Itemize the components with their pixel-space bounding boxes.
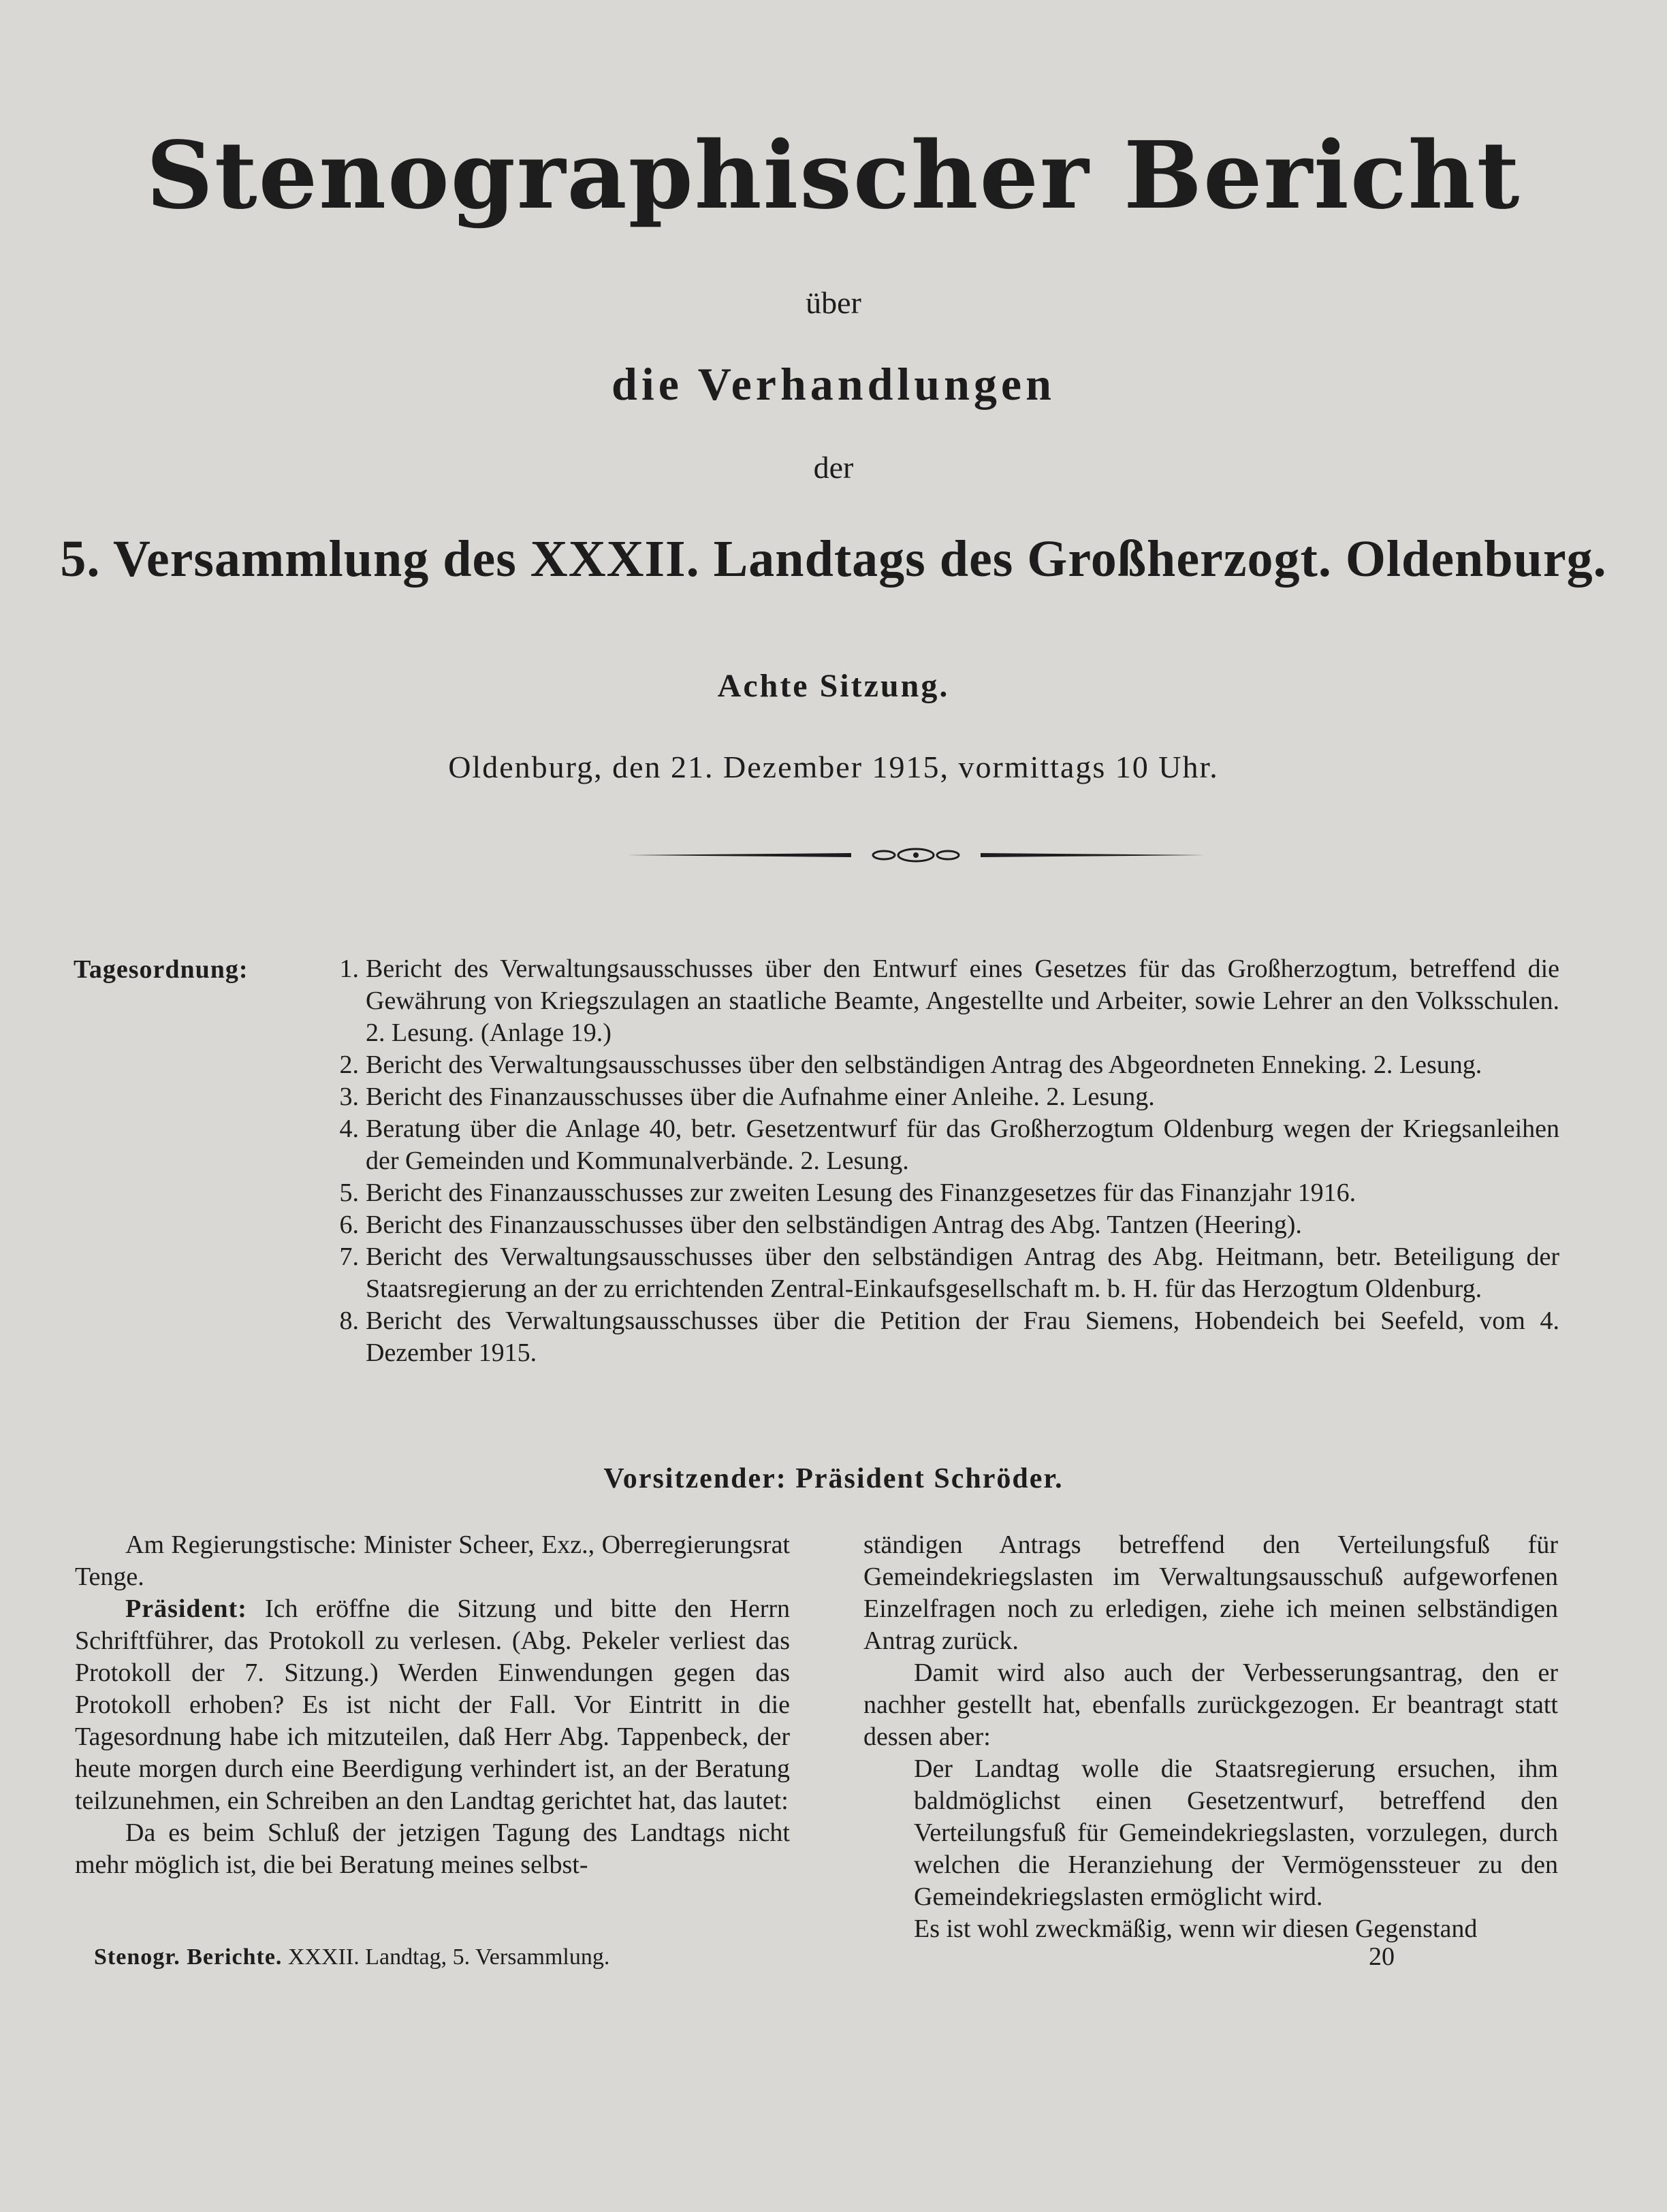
agenda-label: Tagesordnung: — [74, 955, 249, 984]
page-number: 20 — [1369, 1942, 1395, 1971]
left-column — [75, 1529, 790, 1881]
agenda-item — [310, 1241, 1559, 1305]
agenda-item — [310, 1177, 1559, 1209]
agenda-list — [310, 953, 1559, 1369]
document-title: Stenographischer Bericht — [146, 121, 1521, 230]
speech-text: Ich eröffne die Sitzung und bitte den Herrn Schriftführer, das Protokoll zu verlesen. (Abg. Pekeler verliest das Protokoll der 7. Sitzung.) Werden Einwendungen gegen das Protokoll erhoben? Es ist nicht der Fall. Vor Eintritt in die Tagesordnung habe ich mitzuteilen, daß Herr Abg. Tappenbeck, der heute morgen durch eine Beerdigung verhindert ist, an der Beratung teilzunehmen, ein Schreiben an den Landtag gerichtet hat, das lautet: — [75, 1594, 790, 1815]
assembly-heading: 5. Versammlung des XXXII. Landtags des Großherzogt. Oldenburg. — [60, 530, 1607, 588]
agenda-item — [310, 1305, 1559, 1369]
chair-heading: Vorsitzender: Präsident Schröder. — [603, 1463, 1064, 1494]
agenda-item-number: 8. — [339, 1307, 359, 1335]
closing-paragraph: Es ist wohl zweckmäßig, wenn wir diesen Gegenstand — [914, 1914, 1478, 1943]
agenda-item — [310, 1113, 1559, 1177]
agenda-item — [310, 1081, 1559, 1113]
agenda-item-text: Beratung über die Anlage 40, betr. Gesetzentwurf für das Großherzogtum Oldenburg wegen der Kriegsanleihen der Gemeinden und Kommunalverbände. 2. Lesung. — [366, 1115, 1559, 1175]
subtitle-verhandlungen: die Verhandlungen — [612, 358, 1055, 410]
agenda-item-text: Bericht des Verwaltungsausschusses über den selbständigen Antrag des Abgeordneten Enneking. 2. Lesung. — [366, 1051, 1482, 1079]
footer-source — [94, 1944, 609, 1970]
motion-paragraph: Damit wird also auch der Verbesserungsantrag, den er nachher gestellt hat, ebenfalls zurückgezogen. Er beantragt statt dessen aber: — [863, 1658, 1558, 1751]
agenda-item — [310, 1049, 1559, 1081]
agenda-item — [310, 1209, 1559, 1241]
footer-source-rest: XXXII. Landtag, 5. Versammlung. — [282, 1944, 610, 1970]
government-bench-paragraph: Am Regierungstische: Minister Scheer, Exz., Oberregierungsrat Tenge. — [75, 1530, 790, 1591]
letter-paragraph: Da es beim Schluß der jetzigen Tagung des Landtags nicht mehr möglich ist, die bei Beratung meines selbst- — [75, 1818, 790, 1879]
agenda-item-number: 7. — [339, 1243, 359, 1271]
agenda-item-number: 5. — [339, 1179, 359, 1207]
agenda-item-text: Bericht des Verwaltungsausschusses über die Petition der Frau Siemens, Hobendeich bei Seefeld, vom 4. Dezember 1915. — [366, 1307, 1559, 1367]
subtitle-der: der — [813, 450, 854, 485]
agenda-item-text: Bericht des Verwaltungsausschusses über den selbständigen Antrag des Abg. Heitmann, betr. Beteiligung der Staatsregierung an der zu errichtenden Zentral-Einkaufsgesellschaft m. b. H. für das Herzogtum Oldenburg. — [366, 1243, 1559, 1303]
decorative-rule — [626, 846, 1205, 865]
agenda-item-text: Bericht des Finanzausschusses über die Aufnahme einer Anleihe. 2. Lesung. — [366, 1083, 1155, 1111]
agenda-item-text: Bericht des Verwaltungsausschusses über den Entwurf eines Gesetzes für das Großherzogtum, betreffend die Gewährung von Kriegszulagen an staatliche Beamte, Angestellte und Arbeiter, sowie Lehrer an den Volksschulen. 2. Lesung. (Anlage 19.) — [366, 955, 1559, 1047]
agenda-item-number: 2. — [339, 1051, 359, 1079]
agenda-item — [310, 953, 1559, 1049]
agenda-item-number: 1. — [339, 955, 359, 983]
right-column — [863, 1529, 1558, 1945]
subtitle-ueber: über — [806, 285, 861, 320]
agenda-item-text: Bericht des Finanzausschusses über den selbständigen Antrag des Abg. Tantzen (Heering). — [366, 1211, 1302, 1239]
motion-quote: Der Landtag wolle die Staatsregierung ersuchen, ihm baldmöglichst einen Gesetzentwurf, betreffend den Verteilungsfuß für Gemeindekriegslasten, vorzulegen, durch welchen die Heranziehung der Vermögenssteuer zu den Gemeindekriegslasten ermöglicht wird. — [914, 1754, 1558, 1911]
letter-continuation: ständigen Antrags betreffend den Verteilungsfuß für Gemeindekriegslasten im Verwaltungsausschuß aufgeworfenen Einzelfragen noch zu erledigen, ziehe ich meinen selbständigen Antrag zurück. — [863, 1530, 1558, 1655]
footer-source-bold: Stenogr. Berichte. — [94, 1944, 283, 1970]
agenda-item-number: 6. — [339, 1211, 359, 1239]
session-date: Oldenburg, den 21. Dezember 1915, vormittags 10 Uhr. — [448, 750, 1219, 784]
session-heading: Achte Sitzung. — [717, 668, 950, 704]
speaker-name: Präsident: — [125, 1594, 247, 1623]
agenda-item-number: 3. — [339, 1083, 359, 1111]
agenda-item-text: Bericht des Finanzausschusses zur zweiten Lesung des Finanzgesetzes für das Finanzjahr 1916. — [366, 1179, 1356, 1207]
agenda-item-number: 4. — [339, 1115, 359, 1143]
president-paragraph — [75, 1593, 790, 1817]
